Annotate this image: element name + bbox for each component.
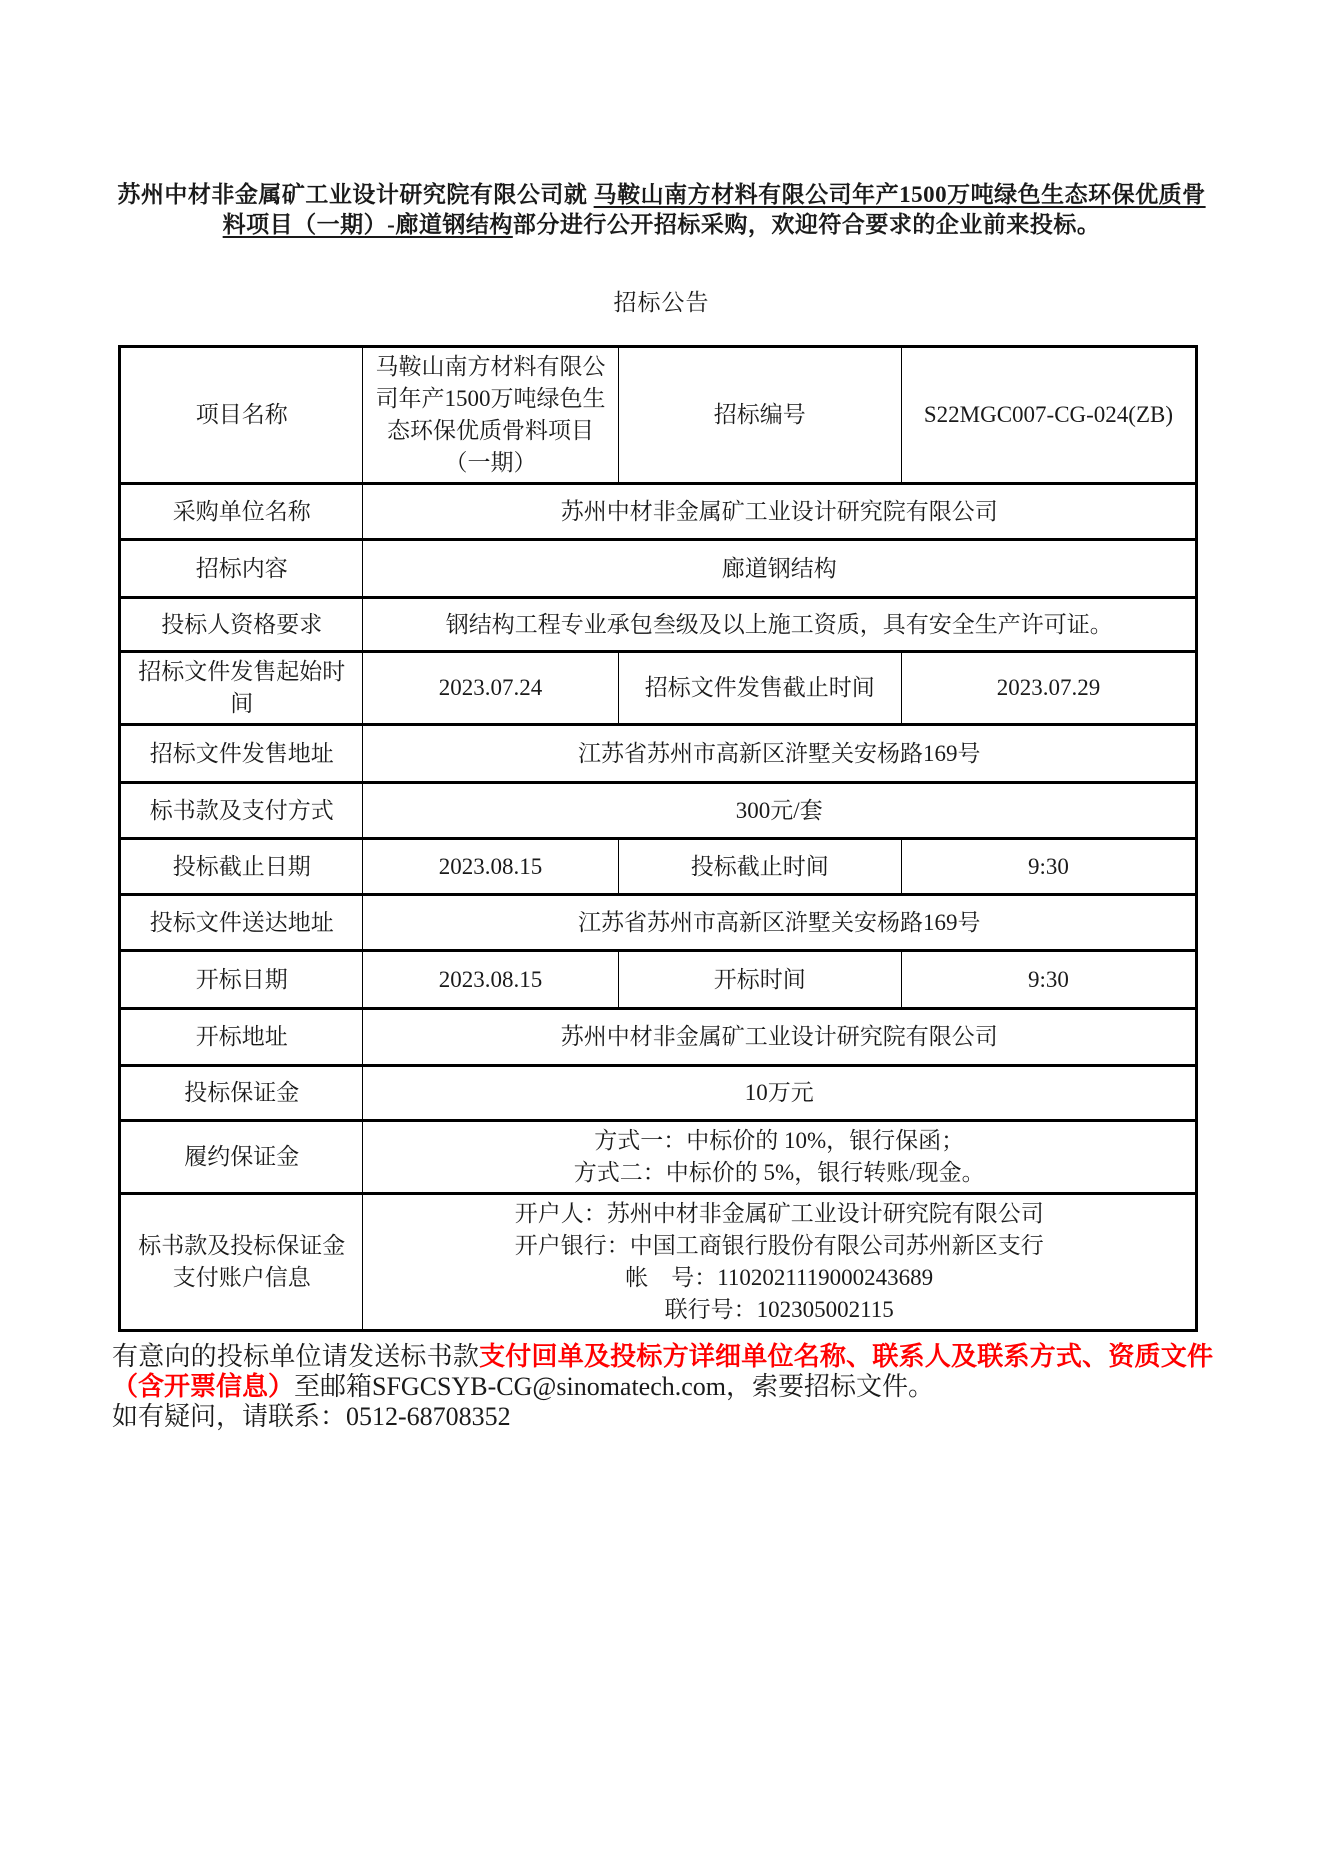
performance-bond-option1: 方式一：中标价的 10%，银行保函； — [594, 1128, 965, 1153]
notice-suffix-text: 至邮箱SFGCSYB-CG@sinomatech.com，索要招标文件。 — [294, 1372, 935, 1401]
project-name-value: 马鞍山南方材料有限公司年产1500万吨绿色生态环保优质骨料项目（一期） — [363, 347, 618, 484]
table-row-doc-fee — [120, 783, 1197, 839]
bid-deadline-date-label: 投标截止日期 — [120, 839, 363, 895]
doc-fee-value: 300元/套 — [363, 783, 1197, 839]
bid-bond-label: 投标保证金 — [120, 1066, 363, 1121]
performance-bond-value — [363, 1121, 1197, 1194]
payment-account-holder: 开户人：苏州中材非金属矿工业设计研究院有限公司 — [514, 1201, 1044, 1226]
table-row-payment-account — [120, 1194, 1197, 1331]
tender-info-table — [118, 345, 1198, 1332]
opening-address-value: 苏州中材非金属矿工业设计研究院有限公司 — [363, 1009, 1197, 1066]
notice-prefix-text: 有意向的投标单位请发送标书款 — [112, 1342, 480, 1371]
intro-underlined-project-name-part1: 马鞍山南方材料有限公司年产1500万吨绿色生态环保优质骨 — [593, 182, 1206, 207]
notice-red-emphasis-text: 支付回单及投标方详细单位名称、联系人及联系方式、资质文件（含开票信息） — [112, 1342, 1213, 1401]
bid-bond-value: 10万元 — [363, 1066, 1197, 1121]
table-row-opening — [120, 951, 1197, 1009]
table-row-doc-sale-address — [120, 725, 1197, 783]
table-row-performance-bond — [120, 1121, 1197, 1194]
table-row-opening-address — [120, 1009, 1197, 1066]
performance-bond-option2: 方式二：中标价的 5%，银行转账/现金。 — [573, 1160, 985, 1185]
bid-delivery-address-value: 江苏省苏州市高新区浒墅关安杨路169号 — [363, 895, 1197, 951]
bid-deadline-time-value: 9:30 — [901, 839, 1196, 895]
payment-account-number: 帐 号：1102021119000243689 — [625, 1265, 934, 1290]
notice-paragraph — [112, 1342, 1213, 1402]
payment-account-bank-code: 联行号：102305002115 — [664, 1297, 894, 1322]
performance-bond-label: 履约保证金 — [120, 1121, 363, 1194]
contact-line: 如有疑问，请联系：0512-68708352 — [112, 1402, 511, 1431]
opening-time-value: 9:30 — [901, 951, 1196, 1009]
table-row-doc-sale-time — [120, 652, 1197, 725]
bid-deadline-date-value: 2023.08.15 — [363, 839, 618, 895]
table-row-tender-content — [120, 540, 1197, 598]
doc-sale-end-value: 2023.07.29 — [901, 652, 1196, 725]
doc-sale-address-value: 江苏省苏州市高新区浒墅关安杨路169号 — [363, 725, 1197, 783]
payment-account-value — [363, 1194, 1197, 1331]
tender-number-label: 招标编号 — [618, 347, 901, 484]
bid-delivery-address-label: 投标文件送达地址 — [120, 895, 363, 951]
opening-date-label: 开标日期 — [120, 951, 363, 1009]
intro-prefix-text: 苏州中材非金属矿工业设计研究院有限公司就 — [117, 182, 594, 207]
tender-number-value: S22MGC007-CG-024(ZB) — [901, 347, 1196, 484]
tender-content-label: 招标内容 — [120, 540, 363, 598]
intro-paragraph — [110, 180, 1213, 240]
table-row-bid-deadline — [120, 839, 1197, 895]
opening-date-value: 2023.08.15 — [363, 951, 618, 1009]
qualification-value: 钢结构工程专业承包叁级及以上施工资质，具有安全生产许可证。 — [363, 598, 1197, 652]
opening-time-label: 开标时间 — [618, 951, 901, 1009]
table-row-bid-delivery-address — [120, 895, 1197, 951]
opening-address-label: 开标地址 — [120, 1009, 363, 1066]
intro-underlined-project-name-part2: 料项目（一期）-廊道钢结构 — [222, 212, 513, 237]
announcement-title: 招标公告 — [613, 290, 710, 315]
table-row-purchaser — [120, 484, 1197, 540]
tender-content-value: 廊道钢结构 — [363, 540, 1197, 598]
purchaser-value: 苏州中材非金属矿工业设计研究院有限公司 — [363, 484, 1197, 540]
doc-fee-label: 标书款及支付方式 — [120, 783, 363, 839]
payment-account-bank: 开户银行：中国工商银行股份有限公司苏州新区支行 — [514, 1233, 1044, 1258]
table-row-project-name — [120, 347, 1197, 484]
intro-suffix-text: 部分进行公开招标采购，欢迎符合要求的企业前来投标。 — [512, 212, 1101, 237]
qualification-label: 投标人资格要求 — [120, 598, 363, 652]
purchaser-label: 采购单位名称 — [120, 484, 363, 540]
doc-sale-start-label: 招标文件发售起始时间 — [120, 652, 363, 725]
table-row-qualification — [120, 598, 1197, 652]
doc-sale-start-value: 2023.07.24 — [363, 652, 618, 725]
doc-sale-end-label: 招标文件发售截止时间 — [618, 652, 901, 725]
table-row-bid-bond — [120, 1066, 1197, 1121]
bid-deadline-time-label: 投标截止时间 — [618, 839, 901, 895]
doc-sale-address-label: 招标文件发售地址 — [120, 725, 363, 783]
payment-account-label: 标书款及投标保证金支付账户信息 — [120, 1194, 363, 1331]
project-name-label: 项目名称 — [120, 347, 363, 484]
